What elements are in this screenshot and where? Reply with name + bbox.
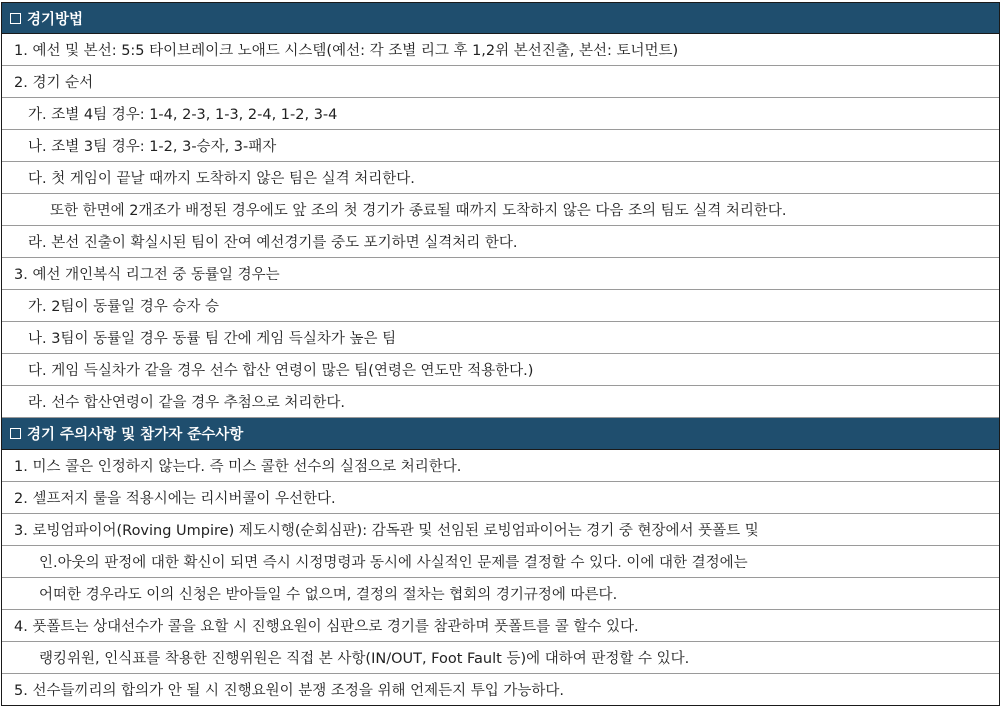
section-header-match-method xyxy=(2,2,999,34)
rule-row: 나. 3팀이 동률일 경우 동률 팀 간에 게임 득실차가 높은 팀 xyxy=(2,322,999,354)
rule-row: 어떠한 경우라도 이의 신청은 받아들일 수 없으며, 결정의 절차는 협회의 경기규정에 따른다. xyxy=(2,578,999,610)
checkbox-square-icon xyxy=(10,428,21,439)
rule-row: 라. 본선 진출이 확실시된 팀이 잔여 예선경기를 중도 포기하면 실격처리 한다. xyxy=(2,226,999,258)
rule-row: 다. 첫 게임이 끝날 때까지 도착하지 않은 팀은 실격 처리한다. xyxy=(2,162,999,194)
checkbox-square-icon xyxy=(10,13,21,24)
rule-row: 1. 미스 콜은 인정하지 않는다. 즉 미스 콜한 선수의 실점으로 처리한다. xyxy=(2,450,999,482)
rules-table xyxy=(1,2,1000,706)
section-title: 경기 주의사항 및 참가자 준수사항 xyxy=(27,427,244,443)
rule-row: 랭킹위원, 인식표를 착용한 진행위원은 직접 본 사항(IN/OUT, Foot Fault 등)에 대하여 판정할 수 있다. xyxy=(2,642,999,674)
rule-row: 라. 선수 합산연령이 같을 경우 추첨으로 처리한다. xyxy=(2,386,999,418)
rule-row: 2. 경기 순서 xyxy=(2,66,999,98)
rule-row: 5. 선수들끼리의 합의가 안 될 시 진행요원이 분쟁 조정을 위해 언제든지 투입 가능하다. xyxy=(2,674,999,706)
rule-row: 다. 게임 득실차가 같을 경우 선수 합산 연령이 많은 팀(연령은 연도만 적용한다.) xyxy=(2,354,999,386)
rule-row: 3. 로빙엄파이어(Roving Umpire) 제도시행(순회심판): 감독관 및 선임된 로빙엄파이어는 경기 중 현장에서 풋폴트 및 xyxy=(2,514,999,546)
rule-row: 또한 한면에 2개조가 배정된 경우에도 앞 조의 첫 경기가 종료될 때까지 도착하지 않은 다음 조의 팀도 실격 처리한다. xyxy=(2,194,999,226)
rule-row: 가. 2팀이 동률일 경우 승자 승 xyxy=(2,290,999,322)
rule-row: 1. 예선 및 본선: 5:5 타이브레이크 노애드 시스템(예선: 각 조별 리그 후 1,2위 본선진출, 본선: 토너먼트) xyxy=(2,34,999,66)
section-title: 경기방법 xyxy=(27,11,84,28)
rule-row: 4. 풋폴트는 상대선수가 콜을 요할 시 진행요원이 심판으로 경기를 참관하며 풋폴트를 콜 할수 있다. xyxy=(2,610,999,642)
rule-row: 가. 조별 4팀 경우: 1-4, 2-3, 1-3, 2-4, 1-2, 3-4 xyxy=(2,98,999,130)
rule-row: 나. 조별 3팀 경우: 1-2, 3-승자, 3-패자 xyxy=(2,130,999,162)
section-header-precautions xyxy=(2,418,999,450)
rule-row: 3. 예선 개인복식 리그전 중 동률일 경우는 xyxy=(2,258,999,290)
rule-row: 2. 셀프저지 룰을 적용시에는 리시버콜이 우선한다. xyxy=(2,482,999,514)
rule-row: 인.아웃의 판정에 대한 확신이 되면 즉시 시정명령과 동시에 사실적인 문제를 결정할 수 있다. 이에 대한 결정에는 xyxy=(2,546,999,578)
